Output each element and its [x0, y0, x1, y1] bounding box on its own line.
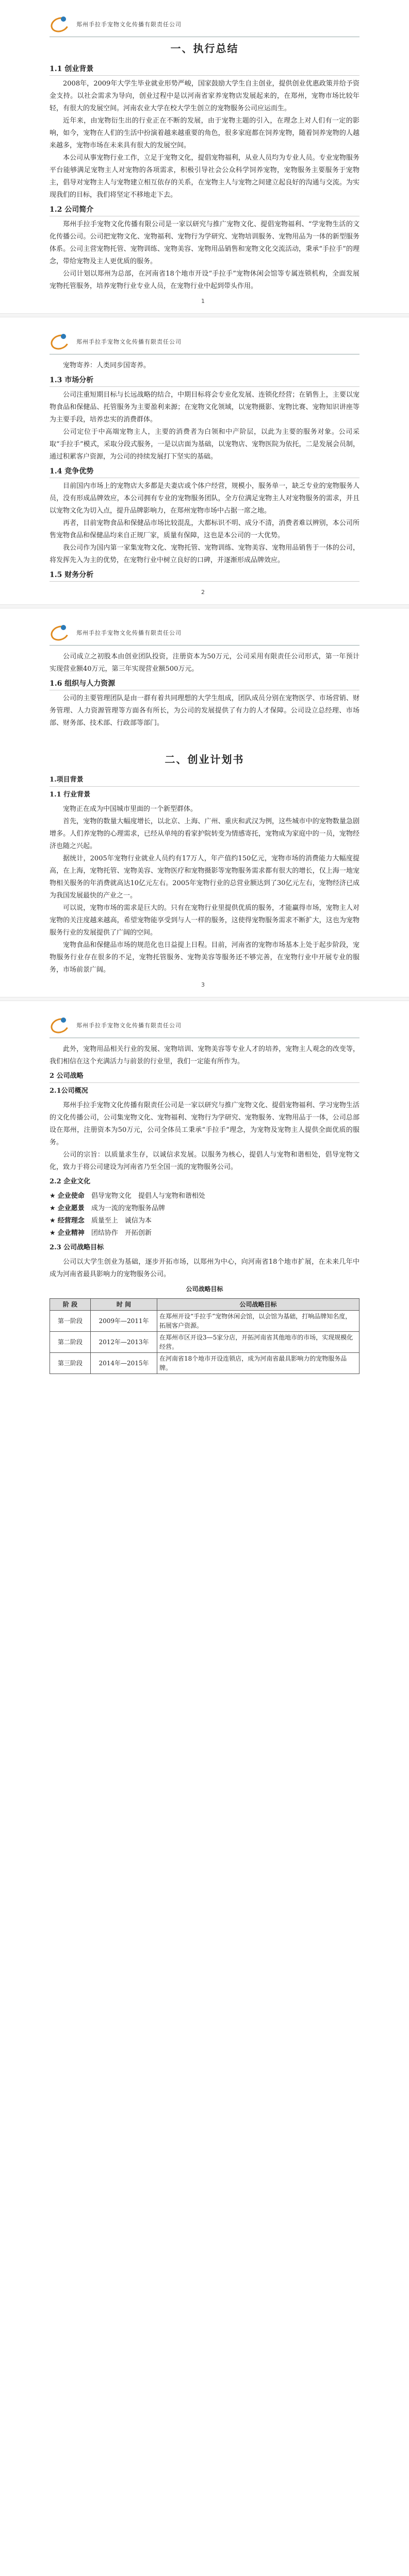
company-logo-icon: [50, 15, 72, 34]
heading: 2.2 企业文化: [50, 1178, 91, 1185]
table-header: 时 间: [91, 1299, 157, 1311]
table-title: 公司战略目标: [186, 1285, 223, 1293]
header-company: 郑州手拉手宠物文化传播有限责任公司: [76, 1022, 182, 1029]
star-icon: ★: [50, 1205, 58, 1212]
company-logo-icon: [50, 624, 72, 642]
paragraph: 公司的宗旨：以质量求生存，以诚信求发展。以服务为核心，提倡人与宠物和谐相处，倡导宠物文化，致力于将公司建设为河南省乃至全国一流的宠物服务公司。: [50, 1151, 359, 1171]
page-4: [0, 1001, 409, 1374]
list-item: ★ 企业愿景 成为一流的宠物服务品牌: [50, 1205, 165, 1212]
heading: 1.5 财务分析: [50, 569, 359, 582]
star-icon: ★: [50, 1192, 58, 1200]
list-item: ★ 企业精神 团结协作 开拓创新: [50, 1229, 152, 1237]
paragraph: 本公司从事宠物行业工作，立足于宠物文化，提倡宠物福利，从业人员均为专业人员。专业宠物服务平台能够满足宠物主人对宠物的各项需求，积极引导社会公众科学饲养宠物，宠物服务主要服务于宠物主，倡导对宠物主人与宠物建立相互依存的关系，在宠物主人与宠物之间建立起良好的沟通与交流。为实现我们的目标，我们将坚定不移地走下去。: [50, 154, 359, 199]
paragraph: 公司以大学生创业为基础，逐步开拓市场，以郑州为中心，向河南省18个地市扩展，在未来几年中成为河南省最具影响力的宠物服务公司。: [50, 1258, 359, 1278]
table-row: 第二阶段 2012年—2013年 在郑州市区开设3—5家分店，开拓河南省其他地市的市场，实现规模化经营。: [50, 1332, 359, 1353]
strategy-table: [50, 1298, 359, 1374]
page-separator: [0, 604, 409, 608]
paragraph: 再者，目前宠物食品和保健品市场比较混乱，大都标识不明、成分不清，消费者难以辨别，本公司所售宠物食品和保健品均来自正规厂家，质量有保障，这也是本公司的一大优势。: [50, 519, 359, 539]
page-1: [0, 0, 409, 293]
paragraph: 郑州手拉手宠物文化传播有限责任公司是一家以研究与推广宠物文化、提倡宠物福利、学习宠物生活的文化传播公司，公司集宠物文化、宠物福利、宠物行为学研究、宠物服务、宠物用品于一体，公司总部设在郑州，注册资本为50万元，公司全体员工秉承“手拉手”理念，为宠物及宠物主人提供全面优质的服务。: [50, 1101, 359, 1146]
paragraph: 公司的主要管理团队是由一群有着共同理想的大学生组成，团队成员分别在宠物医学、市场营销、财务管理、人力资源管理等方面各有所长，为公司的发展提供了有力的人才保障。公司设立总经理、市场部、财务部、技术部、行政部等部门。: [50, 694, 359, 727]
page-3: [0, 608, 409, 976]
company-logo-icon: [50, 1016, 72, 1035]
page-2: [0, 317, 409, 582]
table-header: 公司战略目标: [157, 1299, 359, 1311]
paragraph: 宠物食品和保健品市场的规范化也日益提上日程。目前，河南省的宠物市场基本上处于起步阶段，宠物服务行业存在很多的不足，宠物托管服务、宠物美容等服务还不够完善，在宠物行业中开展专业的服务，市场前景广阔。: [50, 941, 359, 974]
section-title: 二、创业计划书: [165, 753, 244, 766]
list-item: ★ 经营理念 质量至上 诚信为本: [50, 1217, 152, 1225]
paragraph: 公司定位于中高端宠物主人，主要的消费者为白领和中产阶层，以此为主要的服务对象。公司采取“手拉手”模式，采取分段式服务，一是以店面为基础，以宠物店、宠物医院为依托，二是发展会员制，通过积累客户资源，为公司的持续发展打下坚实的基础。: [50, 428, 359, 461]
company-logo-icon: [50, 333, 72, 351]
heading: 2 公司战略: [50, 1070, 359, 1083]
paragraph: 2008年，2009年大学生毕业就业形势严峻，国家鼓励大学生自主创业，提供创业优惠政策并给予资金支持。以社会需求为导向，创业过程中是以河南省家养宠物店发展起来的，在郑州，宠物市场比较年轻，有很大的发展空间。河南农业大学在校大学生创立的宠物服务公司应运而生。: [50, 80, 359, 112]
heading: 1.1 行业背景: [50, 791, 91, 799]
paragraph: 宠物寄养：人类同步国寄养。: [63, 362, 151, 369]
list-item: ★ 企业使命 倡导宠物文化 提倡人与宠物和谐相处: [50, 1192, 205, 1200]
culture-list: [50, 1190, 359, 1240]
heading: 1.6 组织与人力资源: [50, 677, 359, 690]
header-company: 郑州手拉手宠物文化传播有限责任公司: [76, 630, 182, 636]
page-header: [50, 14, 359, 37]
table-row: 第三阶段 2014年—2015年 在河南省18个地市开设连锁店，成为河南省最具影响力的宠物服务品牌。: [50, 1353, 359, 1374]
table-row: 第一阶段 2009年—2011年 在郑州开设“手拉手”宠物休闲会馆，以会馆为基础，打响品牌知名度，拓展客户资源。: [50, 1311, 359, 1332]
table-header: 阶 段: [50, 1299, 91, 1311]
page-header: [50, 332, 359, 354]
page-header: [50, 623, 359, 646]
heading: 1.4 竞争优势: [50, 465, 359, 478]
heading: 1.1 创业背景: [50, 63, 359, 76]
section-title: 一、执行总结: [170, 42, 239, 55]
page-separator: [0, 997, 409, 1001]
paragraph: 公司计划以郑州为总部，在河南省18个地市开设“手拉手”宠物休闲会馆等专属连锁机构，全面发展宠物托管服务，培养宠物行业专业人员，在宠物行业中起到带头作用。: [50, 270, 359, 290]
page-separator: [0, 313, 409, 317]
heading: 1.项目背景: [50, 774, 359, 787]
star-icon: ★: [50, 1217, 58, 1225]
paragraph: 可以说，宠物市场的需求是巨大的。只有在宠物行业里提供优质的服务，才能赢得市场，宠物主人对宠物的关注度越来越高，希望宠物能享受到与人一样的服务，这使得宠物服务需求不断扩大，这也为宠物服务行业的发展提供了广阔的空间。: [50, 904, 359, 937]
page-number: 1: [201, 298, 205, 304]
page-header: [50, 1015, 359, 1038]
paragraph: 首先，宠物的数量大幅度增长，以北京、上海、广州、重庆和武汉为例，这些城市中的宠物数量急剧增多。人们养宠物的心理需求，已经从单纯的看家护院转变为情感寄托，宠物成为家庭中的一员，宠物经济也随之兴起。: [50, 818, 359, 850]
paragraph: 此外，宠物用品相关行业的发展、宠物培训、宠物美容等专业人才的培养，宠物主人观念的改变等，我们相信在这个充满活力与前景的行业里，我们一定能有所作为。: [50, 1045, 359, 1065]
paragraph: 据统计，2005年宠物行业就业人员约有17万人，年产值约150亿元，宠物市场的消费能力大幅度提高，在上海，宠物托管、宠物美容、宠物医疗和宠物摄影等宠物服务需求都有很大的增长，仅上海一地宠物相关服务的年消费就高达10亿元左右。2005年宠物行业的总营业额达到了30亿元左右，宠物经济已成为我国发展最快的产业之一。: [50, 855, 359, 900]
paragraph: 近年来，由宠物衍生出的行业正在不断的发展，由于宠物主题的引入，在理念上对人们有一定的影响，如今，宠物在人们的生活中扮演着越来越重要的角色，很多家庭都在饲养宠物，随着饲养宠物的人越来越多，宠物市场在未来具有很大的发展空间。: [50, 117, 359, 149]
paragraph: 宠物正在成为中国城市里面的一个新型群体。: [63, 805, 198, 813]
header-company: 郑州手拉手宠物文化传播有限责任公司: [76, 21, 182, 28]
page-number: 3: [201, 981, 205, 988]
heading: 1.3 市场分析: [50, 374, 359, 387]
page-number: 2: [201, 589, 205, 596]
paragraph: 我公司作为国内第一家集宠物文化、宠物托管、宠物训练、宠物美容、宠物用品销售于一体的公司，将发挥先入为主的优势，在宠物行业中树立良好的口碑，并逐渐形成品牌效应。: [50, 544, 359, 564]
paragraph: 郑州手拉手宠物文化传播有限公司是一家以研究与推广宠物文化、提倡宠物福利、“学宠物生活的文化传播公司。公司把宠物文化、宠物福利、宠物行为学研究、宠物培训服务、宠物用品为一体的新型服务体系。公司主营宠物托管、宠物训练、宠物美容、宠物用品销售和宠物文化交流活动，秉承“手拉手”的理念，带给宠物及主人更优质的服务。: [50, 221, 359, 265]
heading: 2.1公司概况: [50, 1087, 88, 1095]
paragraph: 公司注重短期目标与长远战略的结合，中期目标将会专业化发展、连锁化经营；在销售上，主要以宠物食品和保健品、托管服务为主要盈利来源；在宠物文化领域，以宠物摄影、宠物比赛、宠物知识讲座等为主要手段，培养忠实的消费群体。: [50, 391, 359, 423]
heading: 1.2 公司简介: [50, 204, 359, 216]
paragraph: 目前国内市场上的宠物店大多都是夫妻店或个体户经营，规模小，服务单一，缺乏专业的宠物服务人员，没有形成品牌效应，本公司拥有专业的宠物服务团队，全方位满足宠物主人对宠物服务的需求，并且以宠物文化为切入点，提升品牌影响力，在郑州宠物市场中占据一席之地。: [50, 482, 359, 515]
paragraph: 公司成立之初股本由创业团队投资，注册资本为50万元，公司采用有限责任公司形式，第一年预计实现营业额40万元，第三年实现营业额500万元。: [50, 653, 359, 673]
star-icon: ★: [50, 1229, 58, 1237]
heading: 2.3 公司战略目标: [50, 1244, 104, 1251]
header-company: 郑州手拉手宠物文化传播有限责任公司: [76, 338, 182, 345]
